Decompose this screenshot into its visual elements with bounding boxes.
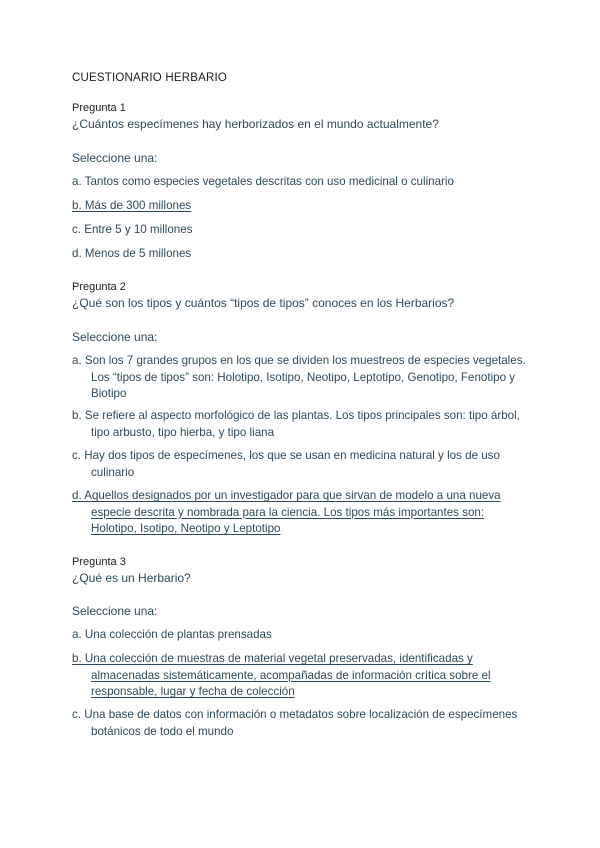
question-1-text: ¿Cuántos especímenes hay herborizados en el mundo actualmente?	[72, 117, 439, 131]
question-2-option-d-correct[interactable]: d. Aquellos designados por un investigador para que sirvan de modelo a una nueva especie descrita y nombrada para la ciencia. Los tipos más importantes son: Holotipo, Isotipo, Neotipo y Leptotipo	[72, 489, 501, 535]
question-2-text: ¿Qué son los tipos y cuántos “tipos de tipos” conoces en los Herbarios?	[72, 296, 455, 310]
question-3-prompt: Seleccione una:	[72, 604, 158, 618]
question-1-option-d[interactable]: d. Menos de 5 millones	[72, 247, 192, 260]
question-2-option-c[interactable]: c. Hay dos tipos de especímenes, los que se usan en medicina natural y los de uso culinario	[72, 449, 500, 479]
question-3-text: ¿Qué es un Herbario?	[72, 571, 191, 585]
question-3-option-a[interactable]: a. Una colección de plantas prensadas	[72, 628, 272, 641]
question-2-prompt: Seleccione una:	[72, 330, 158, 344]
question-3-label: Pregunta 3	[72, 556, 126, 568]
question-1-label: Pregunta 1	[72, 102, 126, 114]
question-1-prompt: Seleccione una:	[72, 151, 158, 165]
question-2-option-a[interactable]: a. Son los 7 grandes grupos en los que se dividen los muestreos de especies vegetales. Los “tipos de tipos” son: Holotipo, Isotipo, Neotipo, Leptotipo, Genotipo, Fenotipo y Biotipo	[72, 354, 526, 400]
question-2-label: Pregunta 2	[72, 281, 126, 293]
question-3-option-c[interactable]: c. Una base de datos con información o metadatos sobre localización de especímenes botánicos de todo el mundo	[72, 708, 518, 738]
question-1-option-a[interactable]: a. Tantos como especies vegetales descritas con uso medicinal o culinario	[72, 175, 454, 188]
question-1-option-c[interactable]: c. Entre 5 y 10 millones	[72, 223, 193, 236]
page-title: CUESTIONARIO HERBARIO	[72, 72, 227, 84]
question-2-option-b[interactable]: b. Se refiere al aspecto morfológico de las plantas. Los tipos principales son: tipo árbol, tipo arbusto, tipo hierba, y tipo liana	[72, 409, 520, 439]
question-3-option-b-correct[interactable]: b. Una colección de muestras de material vegetal preservadas, identificadas y almacenadas sistemáticamente, acompañadas de información crítica sobre el responsable, lugar y fecha de colección	[72, 652, 491, 698]
question-1-option-b-correct[interactable]: b. Más de 300 millones	[72, 199, 192, 212]
